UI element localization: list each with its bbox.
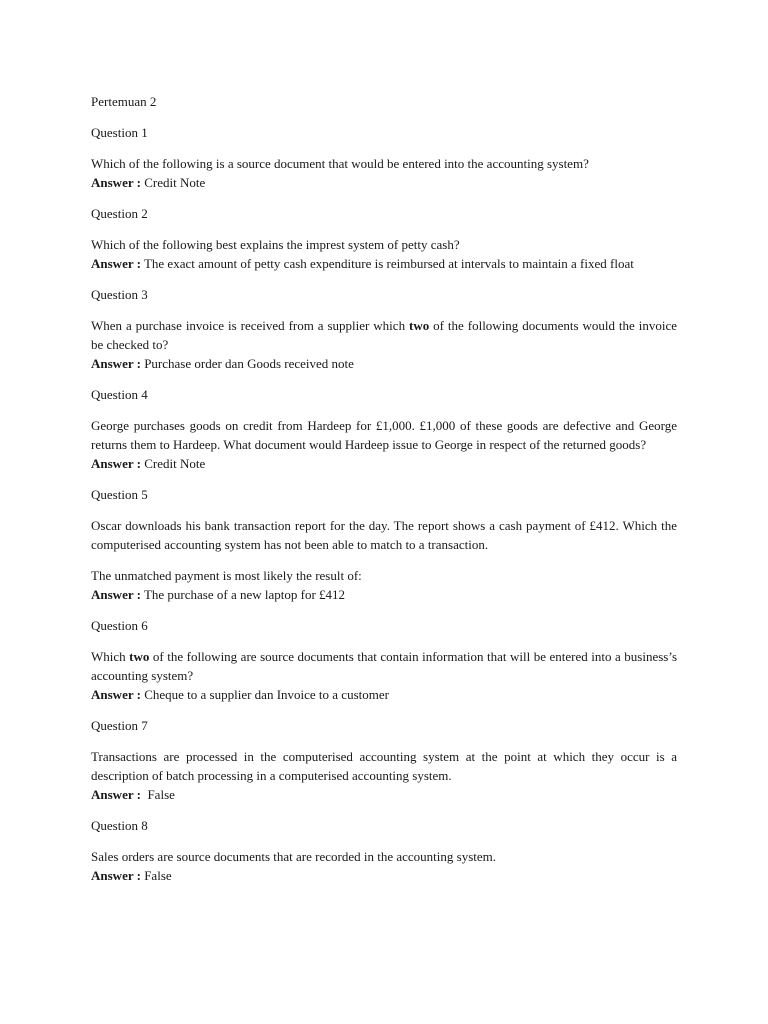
question-text-part: of the following documents would the invoice be checked to? <box>91 318 678 352</box>
answer-label: Answer : <box>91 175 141 190</box>
question-text <box>91 235 677 254</box>
question-text <box>91 516 677 554</box>
answer-text: The purchase of a new laptop for £412 <box>143 587 346 602</box>
answer-text: Purchase order dan Goods received note <box>144 356 354 371</box>
question-label: Question 8 <box>91 818 148 833</box>
question-text-part: Oscar downloads his bank transaction report for the day. The report shows a cash payment of £412. Which the computerised accounting system has not been able to match to a transaction. <box>91 518 677 552</box>
question-text-part: Which <box>91 649 130 664</box>
question-text <box>91 416 677 454</box>
question-label: Question 4 <box>91 387 148 402</box>
answer-text: False <box>144 787 175 802</box>
answer-line <box>91 866 677 885</box>
answer-label: Answer : <box>91 787 141 802</box>
answer-text: False <box>144 868 172 883</box>
question-block-7 <box>91 716 677 804</box>
answer-line <box>91 685 677 704</box>
answer-label: Answer : <box>91 687 141 702</box>
question-text-part: When a purchase invoice is received from a supplier which <box>91 318 410 333</box>
answer-text: Credit Note <box>144 175 206 190</box>
answer-line <box>91 354 677 373</box>
question-text-part: Transactions are processed in the computerised accounting system at the point at which they occur is a description of batch processing in a computerised accounting system. <box>91 749 677 783</box>
question-text-part: of the following are source documents that contain information that will be entered into a business’s accounting system? <box>91 649 678 683</box>
answer-line <box>91 254 677 273</box>
answer-label: Answer : <box>91 587 141 602</box>
question-text <box>91 316 677 354</box>
question-text-part: Which of the following is a source document that would be entered into the accounting system? <box>91 156 589 171</box>
answer-line <box>91 454 677 473</box>
answer-text: Credit Note <box>144 456 206 471</box>
question-text-bold: two <box>129 649 150 664</box>
question-label: Question 3 <box>91 287 148 302</box>
answer-line <box>91 585 677 604</box>
answer-label: Answer : <box>91 868 141 883</box>
question-followup-text: The unmatched payment is most likely the result of: <box>91 568 362 583</box>
answer-line <box>91 173 677 192</box>
answer-label: Answer : <box>91 456 141 471</box>
question-text <box>91 847 677 866</box>
answer-label: Answer : <box>91 256 141 271</box>
page-title: Pertemuan 2 <box>91 94 157 109</box>
question-text-part: Which of the following best explains the imprest system of petty cash? <box>91 237 460 252</box>
question-block-1 <box>91 123 677 192</box>
question-block-2 <box>91 204 677 273</box>
question-text <box>91 747 677 785</box>
answer-line <box>91 785 677 804</box>
question-text <box>91 154 677 173</box>
answer-text: Cheque to a supplier dan Invoice to a customer <box>144 687 389 702</box>
question-block-8 <box>91 816 677 885</box>
answer-text: The exact amount of petty cash expenditure is reimbursed at intervals to maintain a fixed float <box>143 256 634 271</box>
question-label: Question 5 <box>91 487 148 502</box>
document-page <box>91 92 677 885</box>
question-text-part: Sales orders are source documents that are recorded in the accounting system. <box>91 849 497 864</box>
question-block-5 <box>91 485 677 604</box>
question-label: Question 6 <box>91 618 148 633</box>
question-text <box>91 647 677 685</box>
question-label: Question 7 <box>91 718 148 733</box>
question-block-3 <box>91 285 677 373</box>
question-text-part: George purchases goods on credit from Hardeep for £1,000. £1,000 of these goods are defective and George returns them to Hardeep. What document would Hardeep issue to George in respect of the returned goods? <box>91 418 677 452</box>
question-text-bold: two <box>409 318 430 333</box>
question-label: Question 1 <box>91 125 148 140</box>
question-block-6 <box>91 616 677 704</box>
question-label: Question 2 <box>91 206 148 221</box>
answer-label: Answer : <box>91 356 141 371</box>
question-block-4 <box>91 385 677 473</box>
